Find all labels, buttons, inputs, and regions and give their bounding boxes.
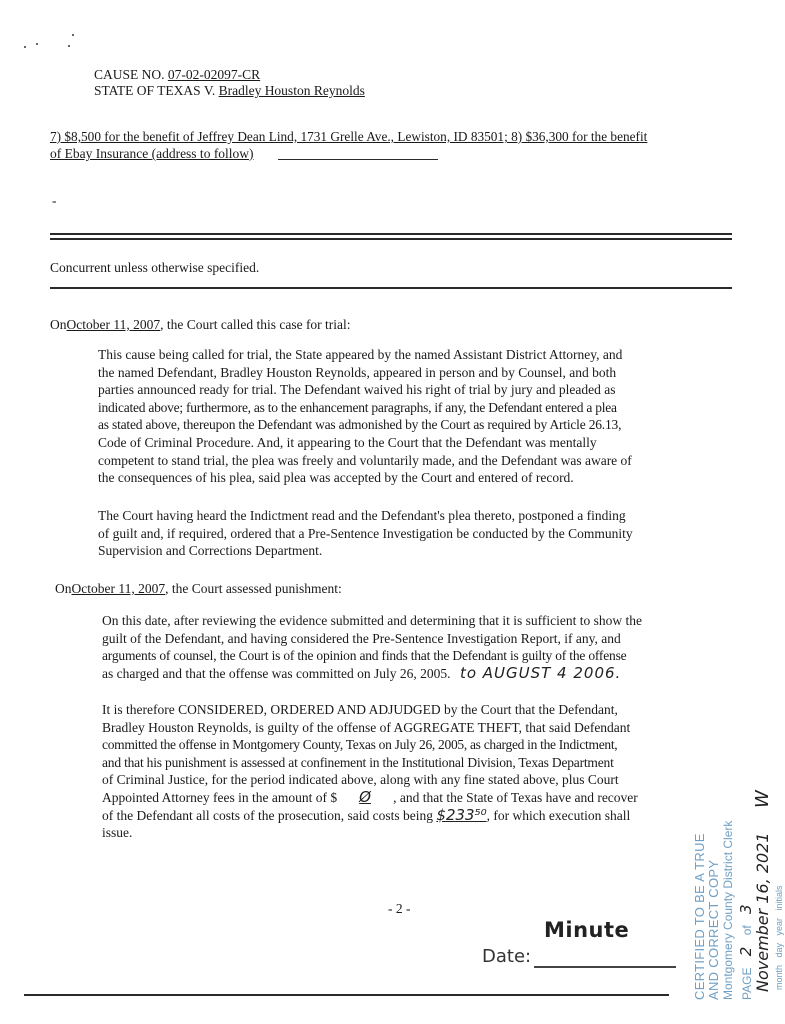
text-line: issue. <box>102 825 133 841</box>
text-line: It is therefore CONSIDERED, ORDERED AND ADJUDGED by the Court that the Defendant, <box>102 702 618 717</box>
page-number: - 2 - <box>388 901 411 916</box>
case-style-line <box>94 82 365 99</box>
fees-text: Appointed Attorney fees in the amount of $ <box>102 789 338 805</box>
costs-amount-handwritten: $233⁵⁰ <box>436 805 487 824</box>
text-line: as stated above, thereupon the Defendant was admonished by the Court as required by Article 26.13, <box>98 417 622 433</box>
text-line: and that his punishment is assessed at confinement in the Institutional Division, Texas Department <box>102 754 614 770</box>
restitution-line-2 <box>50 145 254 162</box>
date-label: Date: <box>482 946 532 967</box>
text-line: committed the offense in Montgomery County, Texas on July 26, 2005, as charged in the Indictment, <box>102 737 618 753</box>
text-line: parties announced ready for trial. The Defendant waived his right of trial by jury and pleaded as <box>98 382 616 398</box>
stamp-signed-date: November 16, 2021 <box>753 832 772 992</box>
stamp-certified: CERTIFIED TO BE A TRUE <box>692 833 707 1000</box>
stamp-of-label: of <box>740 925 754 936</box>
handwritten-date-amendment: to AUGUST 4 2006. <box>459 663 622 682</box>
cause-label: CAUSE NO. <box>94 67 165 82</box>
stamp-page-to: 3 <box>737 904 755 914</box>
restitution-dash: - <box>52 193 57 208</box>
stamp-page-from: 2 <box>737 946 755 957</box>
text-line: arguments of counsel, the Court is of the opinion and finds that the Defendant is guilty of the offense <box>102 648 627 664</box>
text-line: indicated above; furthermore, as to the enhancement paragraphs, if any, the Defendant entered a plea <box>98 399 617 415</box>
minute-label: Minute <box>544 918 630 942</box>
stamp-sub-labels: month day year initials <box>774 885 784 990</box>
punishment-heading <box>55 580 342 597</box>
fees-amount-handwritten: Ø <box>359 787 371 806</box>
trial-prefix: On <box>50 317 67 332</box>
scan-specks <box>24 40 84 52</box>
punishment-date: October 11, 2007 <box>71 581 166 596</box>
cause-number-line <box>94 66 260 83</box>
fees-text-cont: , and that the State of Texas have and recover <box>393 789 638 805</box>
costs-text: of the Defendant all costs of the prosecution, said costs being <box>102 807 434 823</box>
offense-date-text: as charged and that the offense was committed on July 26, 2005. <box>102 665 451 681</box>
text-line: This cause being called for trial, the State appeared by the named Assistant District Attorney, and <box>98 347 623 362</box>
trial-date: October 11, 2007 <box>66 317 161 332</box>
state-label: STATE OF TEXAS V. <box>94 83 216 98</box>
rule-top-2 <box>50 238 732 240</box>
costs-line <box>102 807 638 825</box>
restitution-underline-extension <box>278 159 438 160</box>
text-line <box>102 665 642 683</box>
rule-mid <box>50 287 732 289</box>
punishment-paragraph-2 <box>102 701 638 842</box>
text-line: of Criminal Justice, for the period indicated above, along with any fine stated above, plus Court <box>102 772 619 788</box>
fees-line <box>102 789 638 807</box>
date-signature-line <box>534 966 676 968</box>
cause-number: 07-02-02097-CR <box>167 67 261 82</box>
stamp-initials: W <box>752 790 773 808</box>
stamp-page-label: PAGE <box>740 967 754 1000</box>
text-line: Supervision and Corrections Department. <box>98 543 323 559</box>
defendant-name: Bradley Houston Reynolds <box>218 83 365 98</box>
text-line: the named Defendant, Bradley Houston Reynolds, appeared in person and by Counsel, and both <box>98 364 617 380</box>
certification-stamp <box>692 770 785 1000</box>
costs-text-cont: , for which execution shall <box>486 807 631 823</box>
concurrent-note: Concurrent unless otherwise specified. <box>50 260 260 275</box>
trial-heading <box>50 316 351 333</box>
trial-paragraph-1 <box>98 346 632 487</box>
punishment-suffix: , the Court assessed punishment: <box>165 581 342 596</box>
text-line: competent to stand trial, the plea was freely and voluntarily made, and the Defendant was aware of <box>98 452 632 468</box>
rule-bottom <box>24 994 669 996</box>
text-line: guilt of the Defendant, and having considered the Pre-Sentence Investigation Report, if any, and <box>102 630 621 646</box>
text-line: On this date, after reviewing the evidence submitted and determining that it is sufficient to show the <box>102 613 642 628</box>
stamp-correct-copy: AND CORRECT COPY <box>706 859 721 1000</box>
stamp-clerk: Montgomery County District Clerk <box>721 820 735 1000</box>
text-line: the consequences of his plea, said plea was accepted by the Court and entered of record. <box>98 470 574 486</box>
trial-paragraph-2 <box>98 507 633 560</box>
text-line: The Court having heard the Indictment read and the Defendant's plea thereto, postponed a finding <box>98 508 626 523</box>
restitution-line-1: 7) $8,500 for the benefit of Jeffrey Dean Lind, 1731 Grelle Ave., Lewiston, ID 83501; 8) $36,300 for the benefit <box>50 129 648 144</box>
text-line: of guilt and, if required, ordered that a Pre-Sentence Investigation be conducted by the Community <box>98 525 633 541</box>
text-line: Bradley Houston Reynolds, is guilty of the offense of AGGREGATE THEFT, that said Defendant <box>102 719 631 735</box>
punishment-prefix: On <box>55 581 72 596</box>
restitution-insurer: of Ebay Insurance (address to follow) <box>50 146 254 161</box>
trial-suffix: , the Court called this case for trial: <box>160 317 351 332</box>
rule-top-1 <box>50 233 732 235</box>
punishment-paragraph-1 <box>102 612 642 682</box>
text-line: Code of Criminal Procedure. And, it appearing to the Court that the Defendant was mentally <box>98 434 597 450</box>
